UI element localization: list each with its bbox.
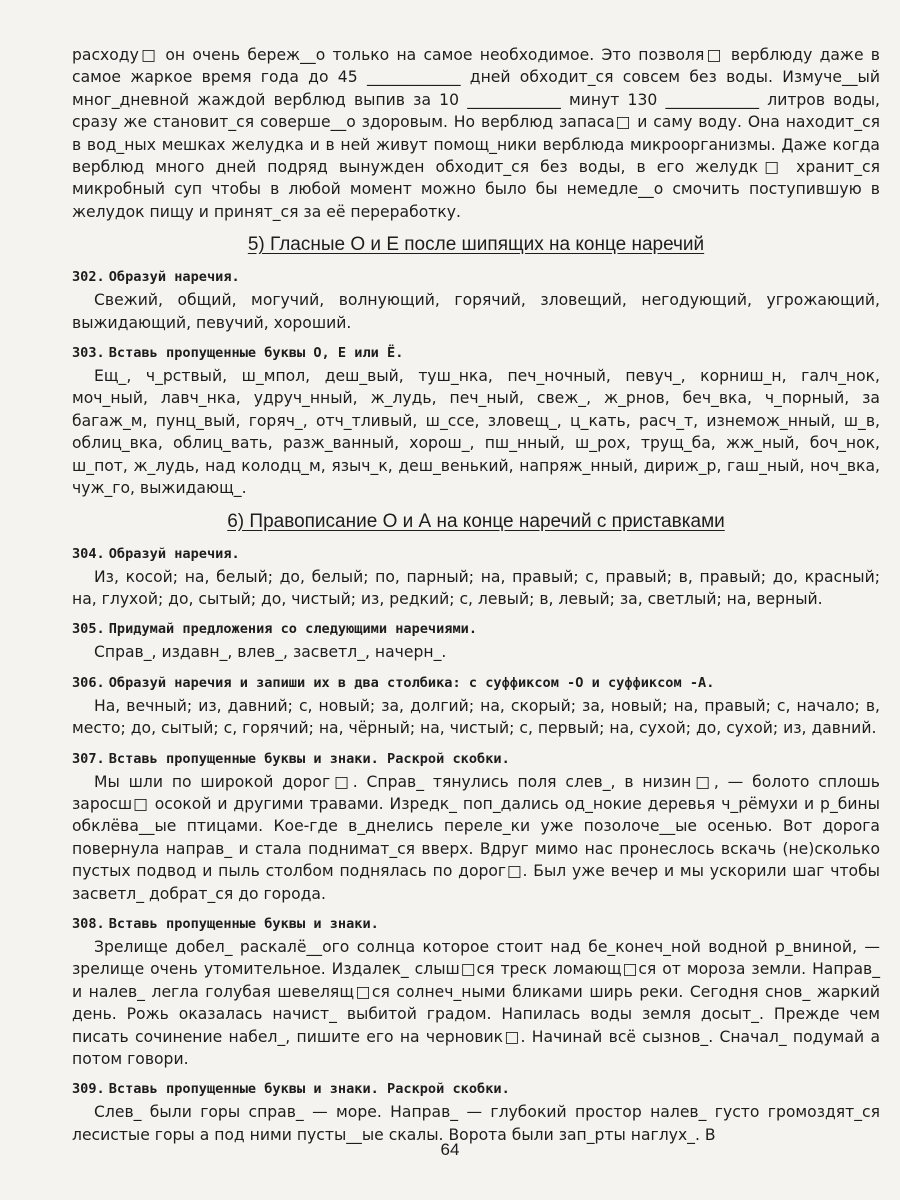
task-309-body: Слев_ были горы справ_ — море. Направ_ — глубокий простор налев_ густо громоздят_ся лесистые горы а под ними пусты__ые скалы. Ворота были зап_рты наглух_. В	[72, 1103, 880, 1144]
task-309-number: 309.	[72, 1081, 105, 1098]
task-309-header	[72, 1079, 880, 1099]
section-6	[72, 509, 880, 1147]
task-302-title: Образуй наречия.	[108, 269, 240, 286]
section-6-title: 6) Правописание О и А на конце наречий с приставками	[227, 510, 725, 532]
task-308-header	[72, 914, 880, 934]
task-307-title: Вставь пропущенные буквы и знаки. Раскрой скобки.	[108, 750, 510, 767]
task-304-title: Образуй наречия.	[108, 545, 240, 562]
task-306-number: 306.	[72, 674, 105, 691]
task-307	[72, 749, 880, 905]
section-5	[72, 232, 880, 499]
task-307-body: Мы шли по широкой дорог□. Справ_ тянулись поля слев_, в низин□, — болото сплошь заросш□ осокой и другими травами. Изредк_ поп_дались од_нокие деревья ч_рёмухи и р_бины обклёва__ые птицами. Кое-где в_днелись переле_ки уже позолоче__ые осенью. Вот дорога повернула направ_ и стала поднимат_ся вверх. Вдруг мимо нас пронеслось вскачь (не)сколько пустых подвод и пыль столбом поднялась по дорог□. Был уже вечер и мы ускорили шаг чтобы засветл_ добрат_ся до города.	[72, 772, 880, 903]
page-number: 64	[440, 1140, 460, 1159]
task-308-body: Зрелище добел_ раскалё__ого солнца которое стоит над бе_конеч_ной водной р_вниной, — зрелище очень утомительное. Издалек_ слыш□ся треск ломающ□ся от мороза земли. Направ_ и налев_ легла голубая шевелящ□ся солнеч_ными бликами ширь реки. Сегодня снов_ жаркий день. Рожь оказалась начист_ выбитой градом. Напилась воды земля досыт_. Прежде чем писать сочинение набел_, пишите его на черновик□. Начинай всё сызнов_. Сначал_ подумай а потом говори.	[72, 937, 880, 1068]
task-304-header	[72, 544, 880, 564]
workbook-page	[72, 44, 880, 1146]
task-307-number: 307.	[72, 750, 105, 767]
task-302-header	[72, 267, 880, 287]
task-306-header	[72, 673, 880, 693]
task-305-header	[72, 619, 880, 639]
task-303-number: 303.	[72, 345, 105, 362]
task-302-number: 302.	[72, 269, 105, 286]
task-305-body: Справ_, издавн_, влев_, засветл_, начерн_.	[94, 643, 447, 662]
task-302	[72, 267, 880, 334]
section-5-title: 5) Гласные О и Е после шипящих на конце наречий	[247, 234, 705, 256]
task-305-number: 305.	[72, 621, 105, 638]
intro-text: расходу□ он очень береж__о только на самое необходимое. Это позволя□ верблюду даже в самое жаркое время года до 45 ____________ дней обходит_ся совсем без воды. Измуче__ый мног_дневной жаждой верблюд выпив за 10 ____________ минут 130 ____________ литров воды, сразу же становит_ся соверше__о здоровым. Но верблюд запаса□ и саму воду. Она находит_ся в вод_ных мешках желудка и в ней живут помощ_ники верблюда микроорганизмы. Даже когда верблюд много дней подряд вынужден обходит_ся без воды, в его желудк□ хранит_ся микробный суп чтобы в любой момент можно было бы немедле__о смочить поступившую в желудок пищу и принят_ся за её переработку.	[72, 46, 880, 221]
task-302-body: Свежий, общий, могучий, волнующий, горячий, зловещий, негодующий, угрожающий, выжидающий, певучий, хороший.	[72, 291, 880, 332]
task-304	[72, 544, 880, 611]
task-308	[72, 914, 880, 1070]
task-308-title: Вставь пропущенные буквы и знаки.	[108, 915, 379, 932]
task-306-title: Образуй наречия и запиши их в два столбика: с суффиксом -О и суффиксом -А.	[108, 674, 715, 691]
task-304-number: 304.	[72, 545, 105, 562]
task-307-header	[72, 749, 880, 769]
task-303-header	[72, 343, 880, 363]
task-306-body: На, вечный; из, давний; с, новый; за, долгий; на, скорый; за, новый; на, правый; с, начало; в, место; до, сытый; с, горячий; на, чёрный; на, чистый; с, первый; на, сухой; до, сухой; из, давний.	[72, 696, 880, 738]
task-303-body: Ещ_, ч_рствый, ш_мпол, деш_вый, туш_нка, печ_ночный, певуч_, корниш_н, галч_нок, моч_ный, лавч_нка, удруч_нный, ж_лудь, печ_ный, свеж_, ж_рнов, беч_вка, ч_порный, за багаж_м, пунц_вый, горяч_, отч_тливый, ш_ссе, зловещ_, ц_кать, расч_т, изнемож_нный, ш_в, облиц_вка, облиц_вать, разж_ванный, хорош_, пш_нный, ш_рох, трущ_ба, жж_ный, боч_нок, ш_пот, ж_лудь, над колодц_м, языч_к, деш_венький, напряж_нный, дириж_р, гаш_ный, ноч_вка, чуж_го, выжидающ_.	[72, 367, 880, 498]
task-309-title: Вставь пропущенные буквы и знаки. Раскрой скобки.	[108, 1081, 510, 1098]
task-309	[72, 1079, 880, 1146]
task-303	[72, 343, 880, 499]
task-304-body: Из, косой; на, белый; до, белый; по, парный; на, правый; с, правый; в, правый; до, красный; на, глухой; до, сытый; до, чистый; из, редкий; с, левый; в, левый; за, светлый; на, верный.	[72, 567, 880, 608]
task-303-title: Вставь пропущенные буквы О, Е или Ё.	[108, 345, 404, 362]
task-306	[72, 673, 880, 740]
task-308-number: 308.	[72, 915, 105, 932]
task-305-title: Придумай предложения со следующими наречиями.	[108, 621, 478, 638]
task-305	[72, 619, 880, 663]
